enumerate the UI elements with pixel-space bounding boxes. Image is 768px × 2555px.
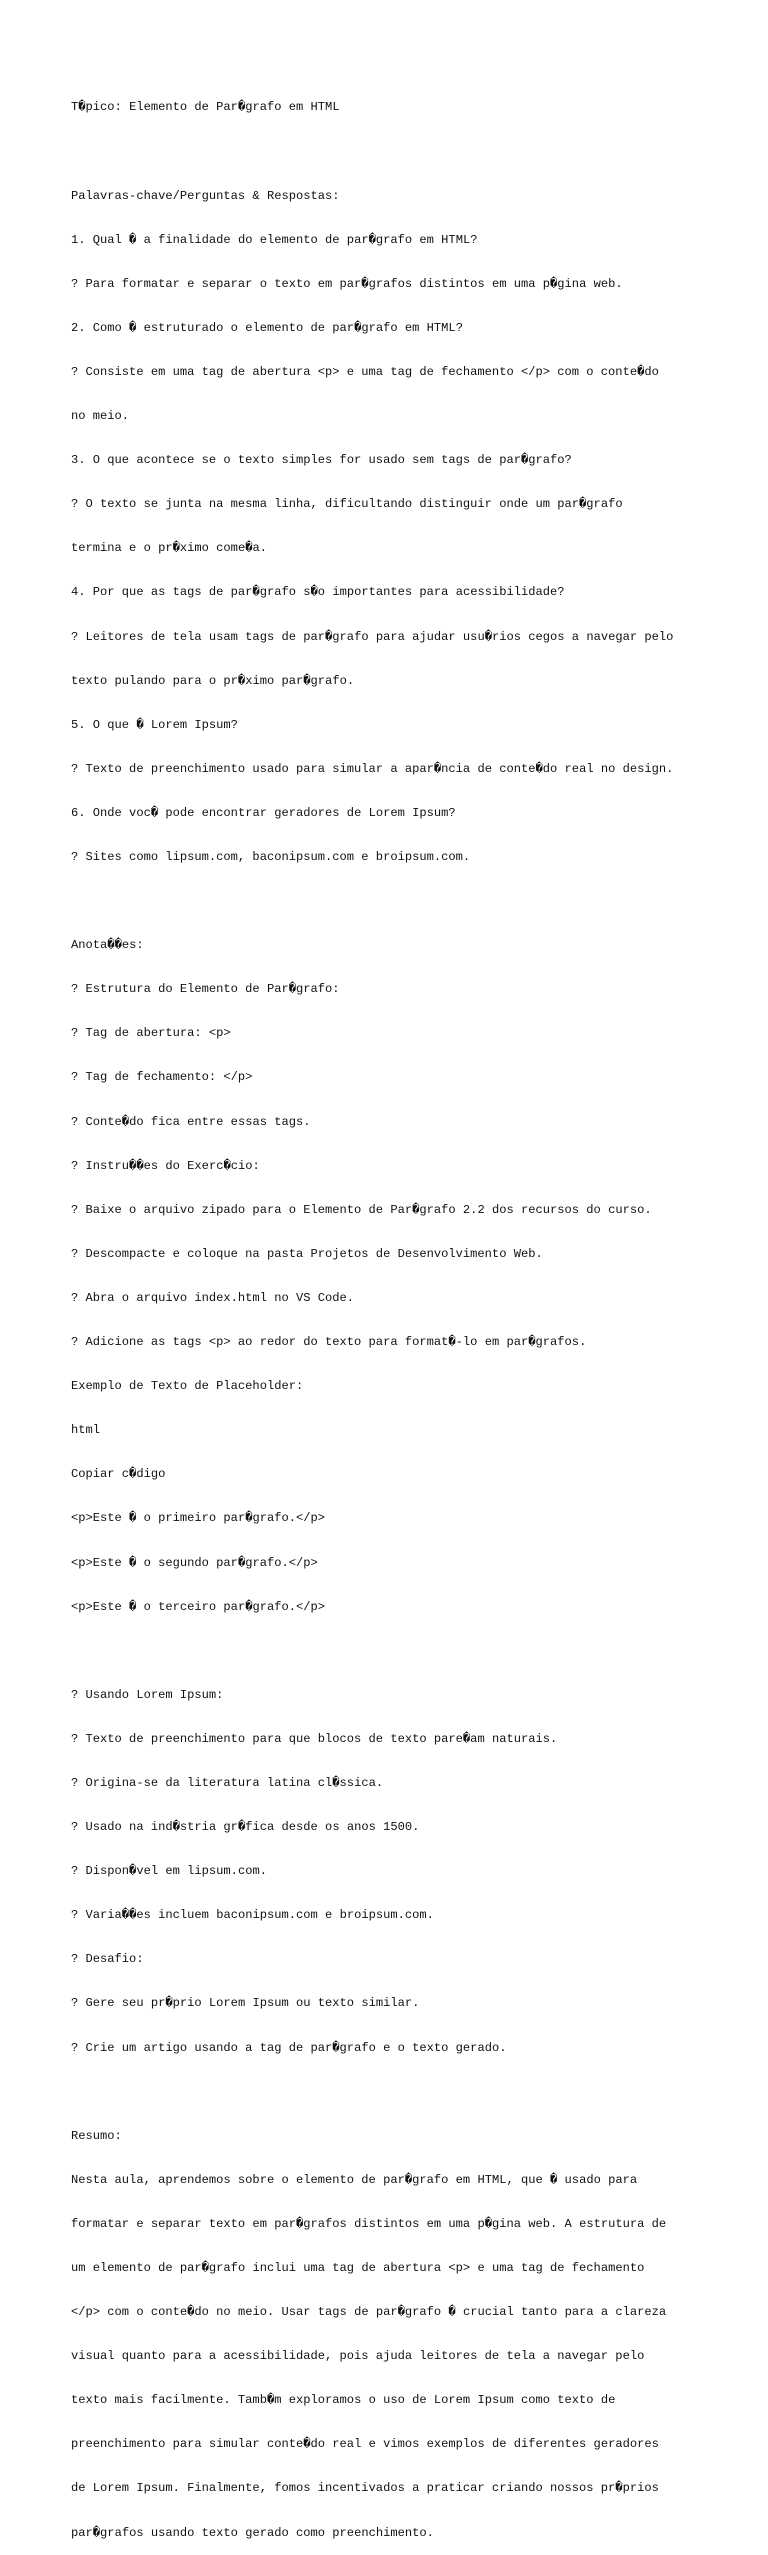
note-line: ? Origina-se da literatura latina cl�ssica. (71, 1775, 384, 1790)
blank-line (71, 145, 711, 160)
note-line: ? Conte�do fica entre essas tags. (71, 1114, 311, 1129)
summary-line: de Lorem Ipsum. Finalmente, fomos incentivados a praticar criando nossos pr�prios (71, 2481, 659, 2496)
question-2: 2. Como � estruturado o elemento de par�grafo em HTML? (71, 320, 463, 335)
summary-line: visual quanto para a acessibilidade, pois ajuda leitores de tela a navegar pelo (71, 2349, 645, 2364)
summary-line: preenchimento para simular conte�do real e vimos exemplos de diferentes geradores (71, 2437, 659, 2452)
question-1: 1. Qual � a finalidade do elemento de par�grafo em HTML? (71, 232, 478, 247)
document-title: T�pico: Elemento de Par�grafo em HTML (71, 100, 340, 115)
summary-line: texto mais facilmente. Tamb�m exploramos o uso de Lorem Ipsum como texto de (71, 2393, 616, 2408)
summary-line: par�grafos usando texto gerado como preenchimento. (71, 2525, 434, 2540)
note-line: ? Varia��es incluem baconipsum.com e broipsum.com. (71, 1908, 434, 1923)
note-line: ? Desafio: (71, 1952, 144, 1967)
note-line: ? Dispon�vel em lipsum.com. (71, 1864, 267, 1879)
summary-line: </p> com o conte�do no meio. Usar tags de par�grafo � crucial tanto para a clareza (71, 2305, 667, 2320)
note-line: ? Texto de preenchimento para que blocos de texto pare�am naturais. (71, 1731, 558, 1746)
section-heading-notes: Anota��es: (71, 938, 144, 953)
answer-2: ? Consiste em uma tag de abertura <p> e uma tag de fechamento </p> com o conte�do (71, 364, 659, 379)
note-line: ? Gere seu pr�prio Lorem Ipsum ou texto similar. (71, 1996, 420, 2011)
section-heading-keywords: Palavras-chave/Perguntas & Respostas: (71, 188, 340, 203)
section-heading-summary: Resumo: (71, 2128, 122, 2143)
answer-1: ? Para formatar e separar o texto em par�grafos distintos em uma p�gina web. (71, 276, 623, 291)
note-line: ? Tag de abertura: <p> (71, 1026, 231, 1041)
question-4: 4. Por que as tags de par�grafo s�o importantes para acessibilidade? (71, 585, 565, 600)
note-line: ? Abra o arquivo index.html no VS Code. (71, 1290, 355, 1305)
note-line: ? Baixe o arquivo zipado para o Elemento de Par�grafo 2.2 dos recursos do curso. (71, 1202, 652, 1217)
code-line: <p>Este � o primeiro par�grafo.</p> (71, 1511, 326, 1526)
note-line: ? Descompacte e coloque na pasta Projetos de Desenvolvimento Web. (71, 1246, 543, 1261)
note-line: ? Adicione as tags <p> ao redor do texto para format�-lo em par�grafos. (71, 1335, 587, 1350)
placeholder-example-heading: Exemplo de Texto de Placeholder: (71, 1379, 304, 1394)
answer-3: ? O texto se junta na mesma linha, dificultando distinguir onde um par�grafo (71, 497, 623, 512)
note-line: ? Instru��es do Exerc�cio: (71, 1158, 260, 1173)
copy-code-label: Copiar c�digo (71, 1467, 166, 1482)
summary-line: Nesta aula, aprendemos sobre o elemento de par�grafo em HTML, que � usado para (71, 2172, 638, 2187)
code-line: <p>Este � o terceiro par�grafo.</p> (71, 1599, 326, 1614)
answer-5: ? Texto de preenchimento usado para simular a apar�ncia de conte�do real no design. (71, 761, 674, 776)
answer-4: ? Leitores de tela usam tags de par�grafo para ajudar usu�rios cegos a navegar pelo (71, 629, 674, 644)
answer-2-continued: no meio. (71, 409, 130, 424)
summary-line: formatar e separar texto em par�grafos distintos em uma p�gina web. A estrutura de (71, 2216, 667, 2231)
note-line: ? Usado na ind�stria gr�fica desde os anos 1500. (71, 1820, 420, 1835)
code-language-label: html (71, 1423, 101, 1438)
answer-6: ? Sites como lipsum.com, baconipsum.com e broipsum.com. (71, 850, 471, 864)
answer-3-continued: termina e o pr�ximo come�a. (71, 541, 267, 556)
summary-line: um elemento de par�grafo inclui uma tag de abertura <p> e uma tag de fechamento (71, 2261, 645, 2275)
question-6: 6. Onde voc� pode encontrar geradores de Lorem Ipsum? (71, 805, 456, 820)
question-3: 3. O que acontece se o texto simples for usado sem tags de par�grafo? (71, 453, 572, 468)
note-line: ? Crie um artigo usando a tag de par�grafo e o texto gerado. (71, 2040, 507, 2055)
blank-line (71, 894, 711, 909)
note-line: ? Estrutura do Elemento de Par�grafo: (71, 982, 340, 997)
document-body (71, 71, 711, 2555)
note-line: ? Tag de fechamento: </p> (71, 1070, 253, 1085)
code-line: <p>Este � o segundo par�grafo.</p> (71, 1555, 318, 1570)
note-line: ? Usando Lorem Ipsum: (71, 1687, 224, 1702)
question-5: 5. O que � Lorem Ipsum? (71, 717, 238, 732)
answer-4-continued: texto pulando para o pr�ximo par�grafo. (71, 673, 355, 688)
blank-line (71, 2085, 711, 2100)
blank-line (71, 1644, 711, 1659)
